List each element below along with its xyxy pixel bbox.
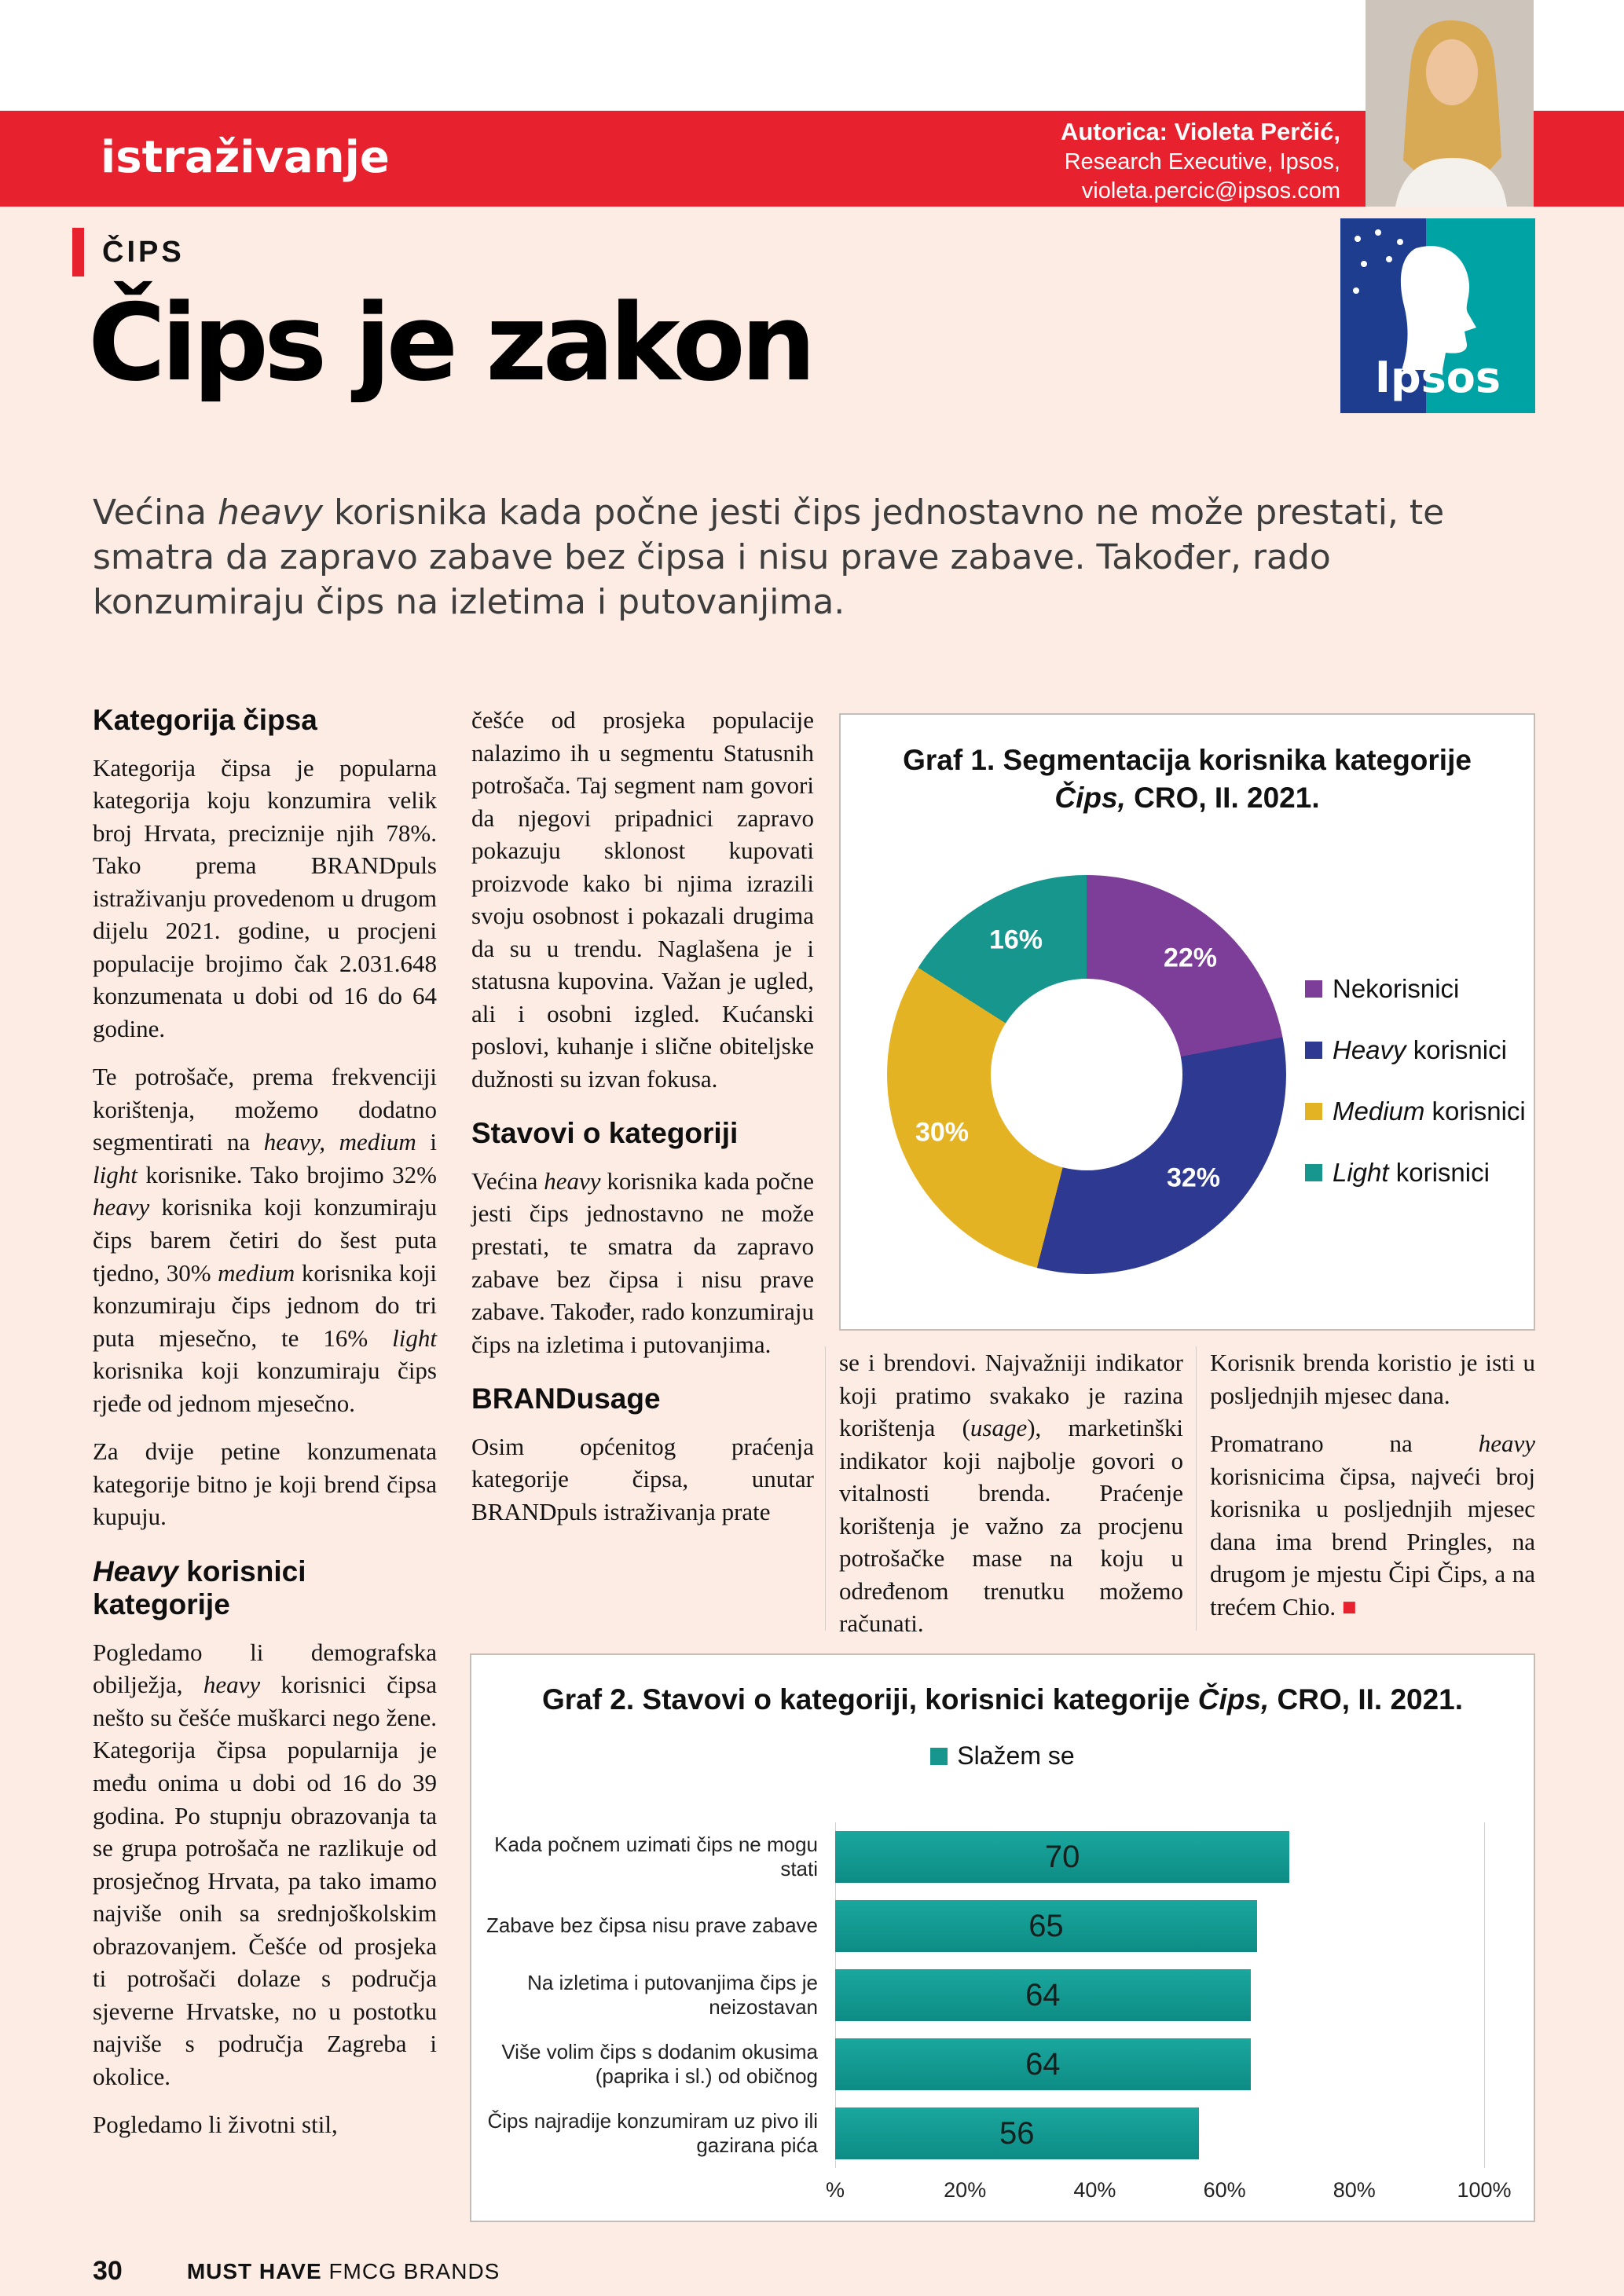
kicker-label: ČIPS xyxy=(102,236,185,269)
legend-item-light xyxy=(1305,1158,1526,1188)
paragraph: Kategorija čipsa je popularna kategorija koju konzumira velik broj Hrvata, preciznije njih 78%. Tako prema BRANDpuls istraživanju provedenom u drugom dijelu 2021. godine, u procjeni populacije brojimo čak 2.031.648 konzumenata u dobi od 16 do 64 godine. xyxy=(93,753,437,1042)
bar xyxy=(835,1969,1251,2021)
author-photo-illustration xyxy=(1366,0,1534,207)
paragraph: Pogledamo li životni stil, xyxy=(93,2111,338,2139)
paragraph: Pogledamo li demografska obilježja, heavy korisnici čipsa nešto su češće muškarci nego žene. Kategorija čipsa popularnija je među onima u dobi od 16 do 39 godina. Po stupnju obrazovanja ta se grupa potrošača ne razlikuje od prosječnog Hrvata, pa tako imamo najviše onih sa srednjoškolskim obrazovanjem. Češće od prosjeka ti potrošači dolaze s područja sjeverne Hrvatske, no u postotku najviše s područja Zagreba i okolice. xyxy=(93,1638,437,2090)
column-rule xyxy=(825,1346,826,1631)
graf2-bar-chart xyxy=(470,1653,1535,2222)
bar-track xyxy=(835,2107,1484,2159)
bar xyxy=(835,2038,1251,2090)
bar-value-label: 64 xyxy=(1025,2046,1061,2082)
x-tick: 80% xyxy=(1333,2178,1376,2202)
heading-kategorija-cipsa: Kategorija čipsa xyxy=(93,704,317,736)
legend-item-heavy xyxy=(1305,1035,1526,1065)
page-number: 30 xyxy=(93,2256,123,2286)
donut-chart xyxy=(887,875,1286,1274)
heading-brandusage: BRANDusage xyxy=(471,1382,661,1415)
section-label: istraživanje xyxy=(101,132,390,183)
paragraph: Promatrano na heavy korisnicima čipsa, najveći broj korisnika u posljednjih mjesec dana ima brend Pringles, na drugom je mjestu Čipi Čips, a na trećem Chio. ■ xyxy=(1210,1430,1535,1620)
paragraph: Te potrošače, prema frekvenciji korištenja, možemo dodatno segmentirati na heavy, medium i light korisnike. Tako brojimo 32% heavy korisnika koji konzumiraju čips barem četiri do šest puta tjedno, 30% medium korisnika koji konzumiraju čips jednom do tri puta mjesečno, te 16% light korisnika koji konzumiraju čips rjeđe od jednom mjesečno. xyxy=(93,1063,437,1417)
bar-category-label: Kada počnem uzimati čips ne mogu stati xyxy=(494,1832,818,1880)
author-photo xyxy=(1366,0,1534,207)
legend-item-medium xyxy=(1305,1097,1526,1126)
slice-label-nekorisnici: 22% xyxy=(1163,943,1218,973)
graf2-title: Graf 2. Stavovi o kategoriji, korisnici kategorije Čips, CRO, II. 2021. xyxy=(541,1683,1464,1716)
legend-label: Nekorisnici xyxy=(1333,974,1460,1003)
paragraph: se i brendovi. Najvažniji indikator koji pratimo svakako je razina korištenja (usage), marketinški indikator koji najbolje govori o vitalnosti brenda. Praćenje korištenja je važno za procjenu potrošačke mase na koju u određenom trenutku možemo računati. xyxy=(839,1349,1183,1638)
bar-category-label: Čips najradije konzumiram uz pivo ili gazirana pića xyxy=(487,2108,818,2157)
bar-row xyxy=(471,1822,1534,1891)
x-tick: % xyxy=(825,2178,845,2202)
author-block xyxy=(1061,116,1340,206)
heading-stavovi-o-kategoriji: Stavovi o kategoriji xyxy=(471,1117,739,1150)
bar-row xyxy=(471,2099,1534,2168)
legend-swatch-slazem-se xyxy=(930,1748,948,1765)
kicker-red-bar xyxy=(72,228,84,276)
x-tick: 60% xyxy=(1203,2178,1246,2202)
paragraph: Osim općenitog praćenja kategorije čipsa, unutar BRANDpuls istraživanja prate xyxy=(471,1432,814,1525)
donut-hole xyxy=(991,979,1182,1170)
ipsos-logo-text: Ipsos xyxy=(1374,353,1501,402)
article-column-2 xyxy=(471,704,814,1543)
graf1-title: Graf 1. Segmentacija korisnika kategorije Čips, CRO, II. 2021. xyxy=(903,744,1472,815)
slice-label-medium: 30% xyxy=(915,1117,970,1148)
bar-track xyxy=(835,2038,1484,2090)
slice-label-light: 16% xyxy=(988,925,1043,955)
legend-swatch-teal xyxy=(1305,1164,1322,1181)
author-email: violeta.percic@ipsos.com xyxy=(1081,178,1340,203)
lead-paragraph: Većina heavy korisnika kada počne jesti čips jednostavno ne može prestati, te smatra da zapravo zabave bez čipsa i nisu prave zabave. Također, rado konzumiraju čips na izletima i putovanjima. xyxy=(93,493,1445,623)
page-footer xyxy=(93,2256,500,2287)
graf1-donut-chart xyxy=(839,713,1535,1331)
legend-label: Heavy korisnici xyxy=(1333,1035,1507,1064)
paragraph: Većina heavy korisnika kada počne jesti čips jednostavno ne može prestati, te smatra da zapravo zabave bez čipsa i nisu prave zabave. Također, rado konzumiraju čips na izletima i putovanjima. xyxy=(471,1166,814,1358)
article-title: Čips je zakon xyxy=(88,281,812,405)
legend-item-nekorisnici xyxy=(1305,974,1526,1004)
magazine-title: MUST HAVE FMCG BRANDS xyxy=(186,2258,500,2283)
graf2-legend xyxy=(471,1741,1534,1771)
paragraph: Za dvije petine konzumenata kategorije bitno je koji brend čipsa kupuju. xyxy=(93,1437,437,1531)
bar xyxy=(835,1900,1257,1952)
article-column-3b xyxy=(1210,1346,1535,1639)
bar-value-label: 65 xyxy=(1028,1908,1064,1943)
bar-row xyxy=(471,2030,1534,2099)
article-column-1 xyxy=(93,704,437,2157)
legend-swatch-gold xyxy=(1305,1103,1322,1120)
legend-swatch-blue xyxy=(1305,1042,1322,1059)
x-tick: 40% xyxy=(1073,2178,1116,2202)
bar xyxy=(835,1831,1289,1883)
x-tick: 100% xyxy=(1457,2178,1512,2202)
x-axis xyxy=(825,2178,1512,2210)
bar-track xyxy=(835,1969,1484,2021)
paragraph: Korisnik brenda koristio je isti u posljednjih mjesec dana. xyxy=(1210,1349,1535,1409)
ipsos-logo xyxy=(1340,218,1535,413)
bar-row xyxy=(471,1891,1534,1961)
legend-label: Light korisnici xyxy=(1333,1158,1490,1187)
bar-category-label: Više volim čips s dodanim okusima (paprika i sl.) od običnog xyxy=(501,2039,818,2088)
bar xyxy=(835,2107,1199,2159)
bar-track xyxy=(835,1900,1484,1952)
author-role: Research Executive, Ipsos, xyxy=(1064,148,1340,174)
bar-value-label: 64 xyxy=(1025,1977,1061,2012)
bar-category-label: Zabave bez čipsa nisu prave zabave xyxy=(486,1913,818,1938)
slice-label-heavy: 32% xyxy=(1166,1163,1221,1193)
author-name: Autorica: Violeta Perčić, xyxy=(1060,118,1340,145)
column-rule xyxy=(1196,1346,1197,1631)
bar-category-label: Na izletima i putovanjima čips je neizostavan xyxy=(527,1970,818,2019)
graf1-legend xyxy=(1305,974,1526,1188)
article-column-3a xyxy=(839,1346,1183,1656)
legend-label: Medium korisnici xyxy=(1333,1097,1526,1126)
legend-label-slazem-se: Slažem se xyxy=(957,1741,1075,1770)
legend-swatch-purple xyxy=(1305,980,1322,998)
bar-track xyxy=(835,1831,1484,1883)
bar-row xyxy=(471,1961,1534,2030)
bar-value-label: 70 xyxy=(1044,1839,1080,1874)
x-tick: 20% xyxy=(944,2178,987,2202)
bar-value-label: 56 xyxy=(999,2115,1035,2151)
bar-rows xyxy=(471,1822,1534,2168)
heading-heavy-korisnici: Heavy korisnici kategorije xyxy=(93,1554,306,1621)
paragraph: češće od prosjeka populacije nalazimo ih u segmentu Statusnih potrošača. Taj segment nam govori da njegovi pripadnici zapravo pokazuju sklonost kupovati proizvode kako bi njima izrazili svoju osobnost i pokazali drugima da su u trendu. Naglašena je i statusna kupovina. Važan je ugled, ali i osobni izgled. Kućanski poslovi, kuhanje i slične obiteljske dužnosti su izvan fokusa. xyxy=(471,706,814,1093)
